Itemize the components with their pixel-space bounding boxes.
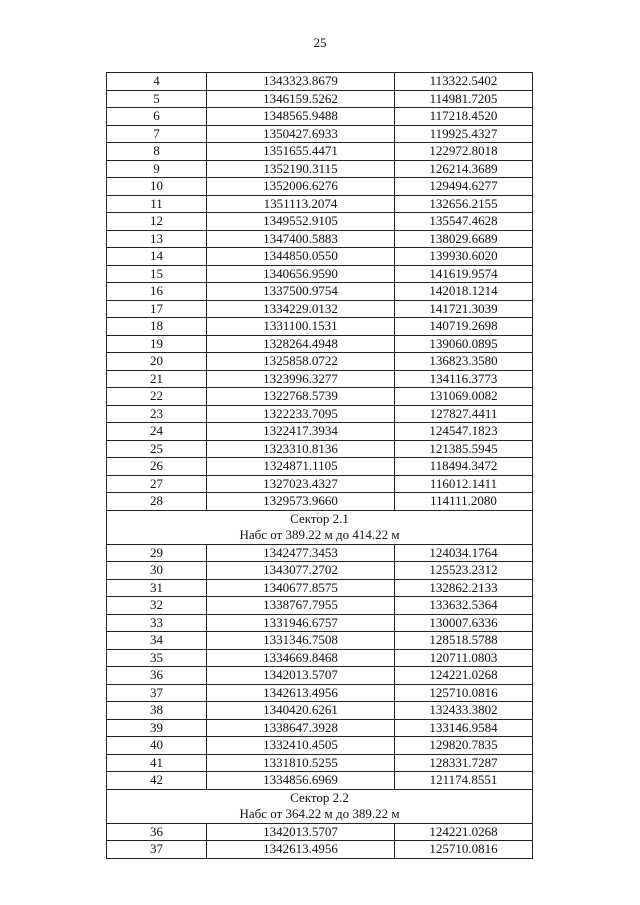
point-number-cell: 8	[107, 143, 207, 161]
table-row	[107, 841, 533, 859]
point-number-cell: 9	[107, 160, 207, 178]
point-number-cell: 5	[107, 90, 207, 108]
point-number-cell: 26	[107, 458, 207, 476]
point-number-cell: 4	[107, 73, 207, 91]
x-coordinate-cell: 1331100.1531	[207, 318, 395, 336]
x-coordinate-cell: 1351113.2074	[207, 195, 395, 213]
point-number-cell: 24	[107, 423, 207, 441]
table-row	[107, 754, 533, 772]
x-coordinate-cell: 1334229.0132	[207, 300, 395, 318]
point-number-cell: 10	[107, 178, 207, 196]
x-coordinate-cell: 1342013.5707	[207, 667, 395, 685]
point-number-cell: 17	[107, 300, 207, 318]
point-number-cell: 11	[107, 195, 207, 213]
table-row	[107, 423, 533, 441]
page-number: 25	[313, 35, 327, 50]
x-coordinate-cell: 1322233.7095	[207, 405, 395, 423]
x-coordinate-cell: 1323310.8136	[207, 440, 395, 458]
table-row	[107, 213, 533, 231]
x-coordinate-cell: 1346159.5262	[207, 90, 395, 108]
table-row	[107, 737, 533, 755]
table-row	[107, 90, 533, 108]
sector-range-row	[107, 527, 533, 544]
table-row	[107, 772, 533, 790]
sector-range: Набс от 364.22 м до 389.22 м	[107, 806, 533, 823]
x-coordinate-cell: 1334669.8468	[207, 649, 395, 667]
x-coordinate-cell: 1352006.6276	[207, 178, 395, 196]
x-coordinate-cell: 1337500.9754	[207, 283, 395, 301]
sector-title-row	[107, 510, 533, 527]
point-number-cell: 21	[107, 370, 207, 388]
y-coordinate-cell: 132656.2155	[395, 195, 533, 213]
x-coordinate-cell: 1342477.3453	[207, 544, 395, 562]
x-coordinate-cell: 1324871.1105	[207, 458, 395, 476]
y-coordinate-cell: 133632.5364	[395, 597, 533, 615]
table-row	[107, 649, 533, 667]
x-coordinate-cell: 1338767.7955	[207, 597, 395, 615]
point-number-cell: 15	[107, 265, 207, 283]
x-coordinate-cell: 1340677.8575	[207, 579, 395, 597]
y-coordinate-cell: 125523.2312	[395, 562, 533, 580]
y-coordinate-cell: 121385.5945	[395, 440, 533, 458]
table-row	[107, 230, 533, 248]
table-row	[107, 73, 533, 91]
x-coordinate-cell: 1347400.5883	[207, 230, 395, 248]
y-coordinate-cell: 124547.1823	[395, 423, 533, 441]
point-number-cell: 39	[107, 719, 207, 737]
y-coordinate-cell: 138029.6689	[395, 230, 533, 248]
table-row	[107, 125, 533, 143]
y-coordinate-cell: 124221.0268	[395, 667, 533, 685]
x-coordinate-cell: 1329573.9660	[207, 493, 395, 511]
point-number-cell: 29	[107, 544, 207, 562]
point-number-cell: 13	[107, 230, 207, 248]
x-coordinate-cell: 1350427.6933	[207, 125, 395, 143]
point-number-cell: 32	[107, 597, 207, 615]
y-coordinate-cell: 135547.4628	[395, 213, 533, 231]
table-row	[107, 702, 533, 720]
x-coordinate-cell: 1323996.3277	[207, 370, 395, 388]
x-coordinate-cell: 1334856.6969	[207, 772, 395, 790]
x-coordinate-cell: 1340420.6261	[207, 702, 395, 720]
coordinates-table	[106, 72, 533, 859]
x-coordinate-cell: 1343077.2702	[207, 562, 395, 580]
point-number-cell: 37	[107, 684, 207, 702]
point-number-cell: 14	[107, 248, 207, 266]
x-coordinate-cell: 1351655.4471	[207, 143, 395, 161]
y-coordinate-cell: 126214.3689	[395, 160, 533, 178]
table-row	[107, 300, 533, 318]
point-number-cell: 20	[107, 353, 207, 371]
x-coordinate-cell: 1331346.7508	[207, 632, 395, 650]
y-coordinate-cell: 116012.1411	[395, 475, 533, 493]
table-row	[107, 667, 533, 685]
coordinates-table-body	[107, 73, 533, 859]
y-coordinate-cell: 131069.0082	[395, 388, 533, 406]
y-coordinate-cell: 124221.0268	[395, 823, 533, 841]
x-coordinate-cell: 1325858.0722	[207, 353, 395, 371]
y-coordinate-cell: 119925.4327	[395, 125, 533, 143]
y-coordinate-cell: 117218.4520	[395, 108, 533, 126]
y-coordinate-cell: 139060.0895	[395, 335, 533, 353]
table-row	[107, 178, 533, 196]
sector-title: Сектор 2.2	[107, 789, 533, 806]
table-row	[107, 108, 533, 126]
table-row	[107, 632, 533, 650]
x-coordinate-cell: 1343323.8679	[207, 73, 395, 91]
y-coordinate-cell: 133146.9584	[395, 719, 533, 737]
y-coordinate-cell: 141721.3039	[395, 300, 533, 318]
y-coordinate-cell: 125710.0816	[395, 684, 533, 702]
table-row	[107, 335, 533, 353]
point-number-cell: 22	[107, 388, 207, 406]
x-coordinate-cell: 1342613.4956	[207, 841, 395, 859]
point-number-cell: 6	[107, 108, 207, 126]
point-number-cell: 37	[107, 841, 207, 859]
table-row	[107, 405, 533, 423]
y-coordinate-cell: 120711.0803	[395, 649, 533, 667]
table-row	[107, 614, 533, 632]
y-coordinate-cell: 118494.3472	[395, 458, 533, 476]
point-number-cell: 25	[107, 440, 207, 458]
x-coordinate-cell: 1352190.3115	[207, 160, 395, 178]
table-row	[107, 248, 533, 266]
table-row	[107, 544, 533, 562]
table-row	[107, 440, 533, 458]
y-coordinate-cell: 122972.8018	[395, 143, 533, 161]
table-row	[107, 283, 533, 301]
y-coordinate-cell: 114111.2080	[395, 493, 533, 511]
table-row	[107, 562, 533, 580]
table-row	[107, 318, 533, 336]
point-number-cell: 27	[107, 475, 207, 493]
x-coordinate-cell: 1342013.5707	[207, 823, 395, 841]
table-row	[107, 143, 533, 161]
y-coordinate-cell: 139930.6020	[395, 248, 533, 266]
table-row	[107, 719, 533, 737]
table-row	[107, 370, 533, 388]
y-coordinate-cell: 128331.7287	[395, 754, 533, 772]
point-number-cell: 12	[107, 213, 207, 231]
point-number-cell: 31	[107, 579, 207, 597]
point-number-cell: 23	[107, 405, 207, 423]
point-number-cell: 36	[107, 667, 207, 685]
sector-title: Сектор 2.1	[107, 510, 533, 527]
point-number-cell: 33	[107, 614, 207, 632]
point-number-cell: 38	[107, 702, 207, 720]
sector-range-row	[107, 806, 533, 823]
y-coordinate-cell: 132433.3802	[395, 702, 533, 720]
table-row	[107, 388, 533, 406]
y-coordinate-cell: 114981.7205	[395, 90, 533, 108]
y-coordinate-cell: 129820.7835	[395, 737, 533, 755]
x-coordinate-cell: 1322417.3934	[207, 423, 395, 441]
point-number-cell: 41	[107, 754, 207, 772]
x-coordinate-cell: 1332410.4505	[207, 737, 395, 755]
point-number-cell: 18	[107, 318, 207, 336]
table-row	[107, 475, 533, 493]
point-number-cell: 40	[107, 737, 207, 755]
x-coordinate-cell: 1342613.4956	[207, 684, 395, 702]
x-coordinate-cell: 1338647.3928	[207, 719, 395, 737]
table-row	[107, 458, 533, 476]
y-coordinate-cell: 132862.2133	[395, 579, 533, 597]
table-row	[107, 823, 533, 841]
table-row	[107, 579, 533, 597]
y-coordinate-cell: 140719.2698	[395, 318, 533, 336]
y-coordinate-cell: 127827.4411	[395, 405, 533, 423]
table-row	[107, 265, 533, 283]
sector-range: Набс от 389.22 м до 414.22 м	[107, 527, 533, 544]
y-coordinate-cell: 113322.5402	[395, 73, 533, 91]
x-coordinate-cell: 1327023.4327	[207, 475, 395, 493]
x-coordinate-cell: 1331946.6757	[207, 614, 395, 632]
table-row	[107, 353, 533, 371]
y-coordinate-cell: 136823.3580	[395, 353, 533, 371]
x-coordinate-cell: 1340656.9590	[207, 265, 395, 283]
x-coordinate-cell: 1348565.9488	[207, 108, 395, 126]
y-coordinate-cell: 129494.6277	[395, 178, 533, 196]
point-number-cell: 34	[107, 632, 207, 650]
point-number-cell: 42	[107, 772, 207, 790]
point-number-cell: 7	[107, 125, 207, 143]
y-coordinate-cell: 142018.1214	[395, 283, 533, 301]
y-coordinate-cell: 141619.9574	[395, 265, 533, 283]
x-coordinate-cell: 1328264.4948	[207, 335, 395, 353]
sector-title-row	[107, 789, 533, 806]
y-coordinate-cell: 134116.3773	[395, 370, 533, 388]
x-coordinate-cell: 1349552.9105	[207, 213, 395, 231]
table-row	[107, 597, 533, 615]
point-number-cell: 28	[107, 493, 207, 511]
table-row	[107, 493, 533, 511]
point-number-cell: 30	[107, 562, 207, 580]
table-row	[107, 684, 533, 702]
point-number-cell: 19	[107, 335, 207, 353]
x-coordinate-cell: 1344850.0550	[207, 248, 395, 266]
y-coordinate-cell: 128518.5788	[395, 632, 533, 650]
x-coordinate-cell: 1322768.5739	[207, 388, 395, 406]
point-number-cell: 16	[107, 283, 207, 301]
point-number-cell: 36	[107, 823, 207, 841]
y-coordinate-cell: 124034.1764	[395, 544, 533, 562]
table-row	[107, 160, 533, 178]
x-coordinate-cell: 1331810.5255	[207, 754, 395, 772]
point-number-cell: 35	[107, 649, 207, 667]
table-row	[107, 195, 533, 213]
y-coordinate-cell: 125710.0816	[395, 841, 533, 859]
y-coordinate-cell: 130007.6336	[395, 614, 533, 632]
y-coordinate-cell: 121174.8551	[395, 772, 533, 790]
